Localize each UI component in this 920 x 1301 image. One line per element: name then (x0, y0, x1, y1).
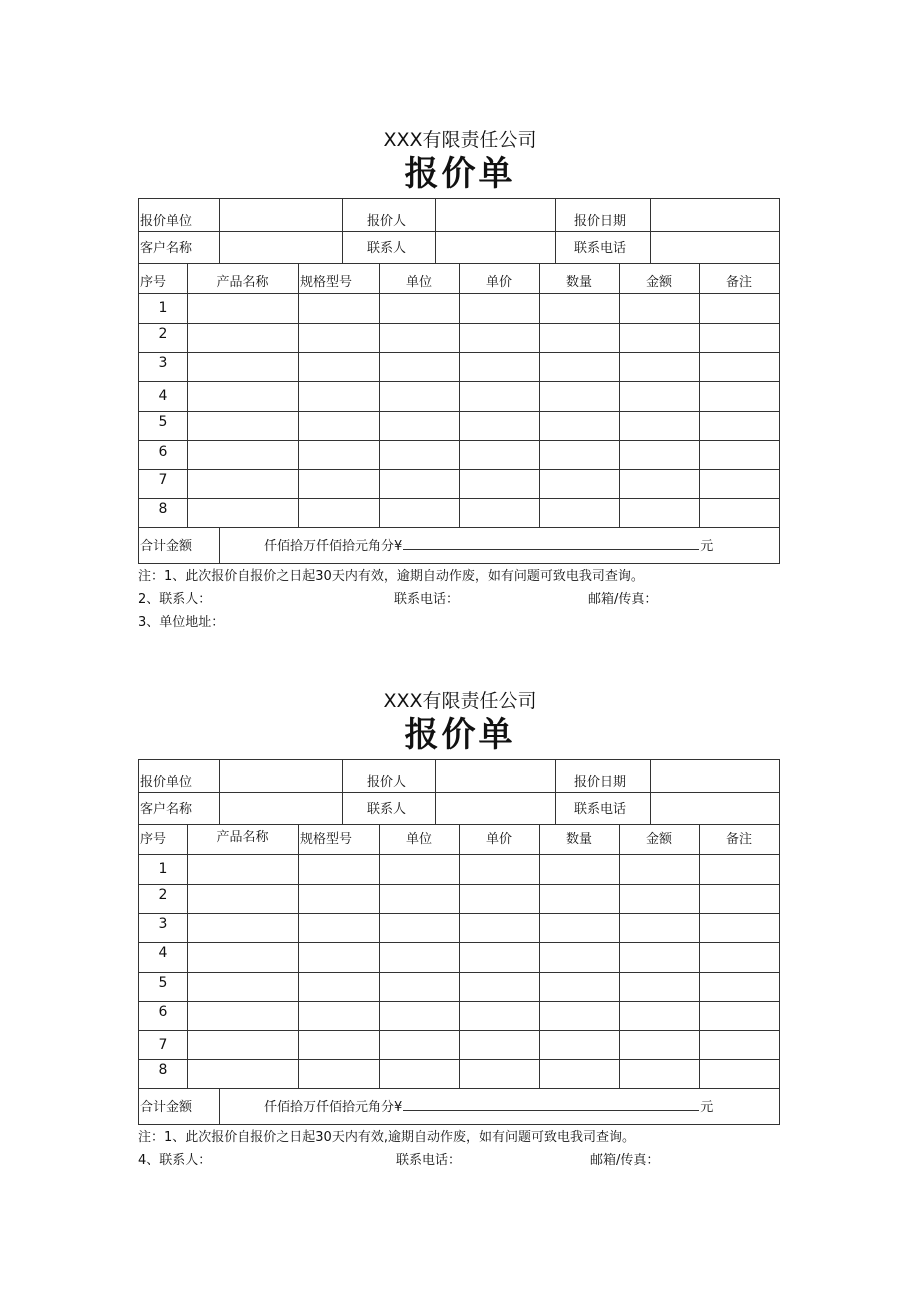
col-header-unit-price: 单价 (485, 275, 512, 290)
col-header-product-name: 产品名称 (216, 830, 269, 845)
total-label: 合计金额 (140, 539, 193, 554)
col-header-remark: 备注 (725, 832, 752, 847)
col-header-spec-model: 规格型号 (300, 275, 353, 290)
total-label: 合计金额 (140, 1100, 193, 1115)
row-number: 3 (158, 355, 168, 371)
label-quote-date: 报价日期 (574, 775, 627, 790)
row-number: 7 (158, 472, 168, 488)
col-header-unit: 单位 (405, 275, 432, 290)
label-quote-unit: 报价单位 (140, 214, 193, 229)
col-header-amount: 金额 (645, 832, 672, 847)
row-number: 8 (158, 1062, 168, 1078)
row-number: 6 (158, 444, 168, 460)
col-header-amount: 金额 (645, 275, 672, 290)
amount-blank-rule (403, 537, 699, 550)
col-header-quantity: 数量 (565, 275, 592, 290)
col-header-product-name: 产品名称 (216, 275, 269, 290)
row-number: 4 (158, 388, 168, 404)
label-contact-phone: 联系电话 (574, 241, 627, 256)
label-quoter: 报价人 (367, 775, 407, 790)
company-name: XXX有限责任公司 (383, 129, 537, 151)
col-header-unit: 单位 (405, 832, 432, 847)
quote-form-1 (0, 128, 920, 668)
row-number: 6 (158, 1004, 168, 1020)
email-label: 邮箱/传真： (588, 592, 658, 607)
col-header-spec-model: 规格型号 (300, 832, 353, 847)
total-amount-line (264, 1098, 713, 1116)
quote-form-2 (0, 689, 920, 1229)
form-title: 报价单 (404, 154, 516, 194)
col-header-unit-price: 单价 (485, 832, 512, 847)
col-header-remark: 备注 (725, 275, 752, 290)
total-amount-text: 仟佰拾万仟佰拾元角分¥ (264, 539, 403, 554)
form-title: 报价单 (404, 715, 516, 755)
label-contact-person: 联系人 (367, 241, 407, 256)
address-label: 3、单位地址： (138, 615, 225, 630)
label-customer-name: 客户名称 (140, 802, 193, 817)
total-amount-line (264, 537, 713, 555)
row-number: 5 (158, 414, 168, 430)
validity-note: 注：1、此次报价自报价之日起30天内有效，逾期自动作废，如有问题可致电我司查询。 (138, 569, 644, 584)
row-number: 8 (158, 501, 168, 517)
phone-label: 联系电话： (394, 592, 460, 607)
company-name: XXX有限责任公司 (383, 690, 537, 712)
label-quote-date: 报价日期 (574, 214, 627, 229)
row-number: 2 (158, 887, 168, 903)
quote-table (138, 198, 780, 564)
row-number: 2 (158, 326, 168, 342)
total-amount-text: 仟佰拾万仟佰拾元角分¥ (264, 1100, 403, 1115)
contact-label: 4、联系人： (138, 1153, 212, 1168)
row-number: 1 (158, 861, 168, 877)
label-customer-name: 客户名称 (140, 241, 193, 256)
quote-table (138, 759, 780, 1125)
row-number: 1 (158, 300, 168, 316)
col-header-index: 序号 (140, 832, 167, 847)
contact-label: 2、联系人： (138, 592, 212, 607)
phone-label: 联系电话： (396, 1153, 462, 1168)
email-label: 邮箱/传真： (590, 1153, 660, 1168)
total-unit: 元 (700, 539, 714, 554)
label-quote-unit: 报价单位 (140, 775, 193, 790)
row-number: 4 (158, 945, 168, 961)
row-number: 3 (158, 916, 168, 932)
row-number: 5 (158, 975, 168, 991)
col-header-index: 序号 (140, 275, 167, 290)
label-contact-phone: 联系电话 (574, 802, 627, 817)
row-number: 7 (158, 1037, 168, 1053)
label-contact-person: 联系人 (367, 802, 407, 817)
col-header-quantity: 数量 (565, 832, 592, 847)
total-unit: 元 (700, 1100, 714, 1115)
validity-note: 注：1、此次报价自报价之日起30天内有效,逾期自动作废，如有问题可致电我司查询。 (138, 1130, 635, 1145)
amount-blank-rule (403, 1098, 699, 1111)
label-quoter: 报价人 (367, 214, 407, 229)
